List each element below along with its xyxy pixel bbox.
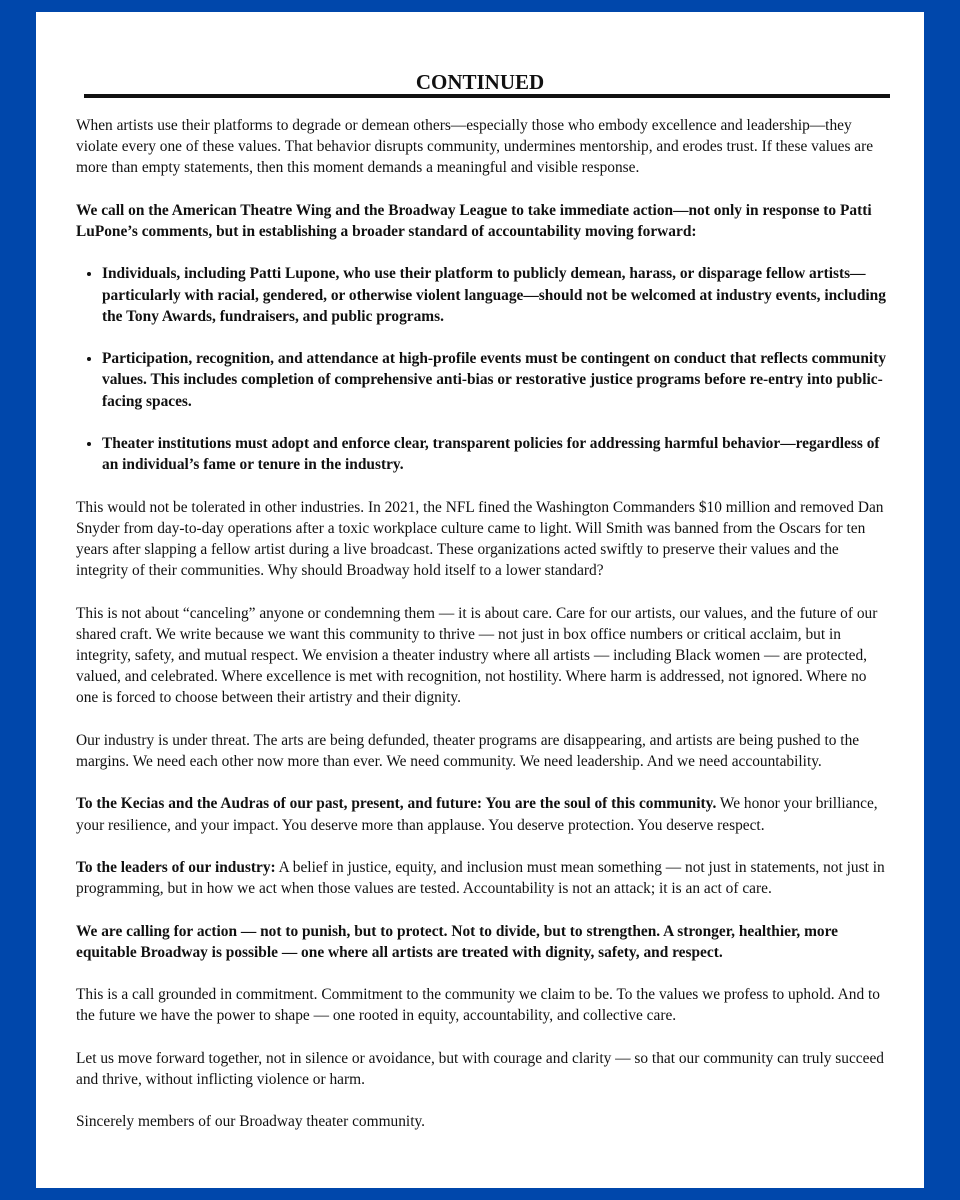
demands-list [76, 263, 888, 475]
letter-page [36, 12, 924, 1188]
paragraph-kecias-audras [76, 793, 888, 835]
paragraph-calling-for-action: We are calling for action — not to punish, but to protect. Not to divide, but to strengthen. A stronger, healthier, more equitable Broadway is possible — one where all artists are treated with dignity, safety, and respect. [76, 922, 838, 961]
title-divider [84, 94, 890, 98]
list-item: • Theater institutions must adopt and enforce clear, transparent policies for addressing harmful behavior—regardless of an individual’s fame or tenure in the industry. [102, 433, 888, 475]
letter-body [76, 115, 888, 1154]
paragraph-lead: To the Kecias and the Audras of our past, present, and future: You are the soul of this community. [76, 795, 717, 813]
paragraph-rest: We honor your brilliance, your resilience, and your impact. You deserve more than applause. You deserve protection. You deserve respect. [76, 795, 878, 834]
paragraph-lead: To the leaders of our industry: [76, 858, 276, 876]
page-title: CONTINUED [415, 70, 545, 94]
paragraph-move-forward: Let us move forward together, not in silence or avoidance, but with courage and clarity — so that our community can truly succeed and thrive, without inflicting violence or harm. [76, 1049, 884, 1088]
paragraph-rest: A belief in justice, equity, and inclusion must mean something — not just in statements, not just in programming, but in how we act when those values are tested. Accountability is not an attack; it is an act of care. [76, 858, 885, 898]
list-item: • Individuals, including Patti Lupone, who use their platform to publicly demean, harass, or disparage fellow artists—particularly with racial, gendered, or otherwise violent language—should not be welcomed at industry events, including the Tony Awards, fundraisers, and public programs. [102, 263, 888, 327]
paragraph-threat: Our industry is under threat. The arts are being defunded, theater programs are disappearing, and artists are being pushed to the margins. We need each other now more than ever. We need community. We need leadership. And we need accountability. [76, 731, 860, 770]
paragraph-leaders [76, 857, 888, 899]
list-item: • Participation, recognition, and attendance at high-profile events must be contingent on conduct that reflects community values. This includes completion of comprehensive anti-bias or restorative justice programs before re-entry into public-facing spaces. [102, 348, 888, 412]
signature-line: Sincerely members of our Broadway theater community. [76, 1113, 426, 1131]
paragraph-other-industries: This would not be tolerated in other industries. In 2021, the NFL fined the Washington Commanders $10 million and removed Dan Snyder from day-to-day operations after a toxic workplace culture came to light. Will Smith was banned from the Oscars for ten years after slapping a fellow artist during a live broadcast. These organizations acted swiftly to preserve their values and the integrity of their communities. Why should Broadway hold itself to a lower standard? [76, 498, 884, 580]
paragraph-values: When artists use their platforms to degrade or demean others—especially those who embody excellence and leadership—they violate every one of these values. That behavior disrupts community, undermines mentorship, and erodes trust. If these values are more than empty statements, then this moment demands a meaningful and visible response. [76, 117, 874, 177]
paragraph-care: This is not about “canceling” anyone or condemning them — it is about care. Care for our artists, our values, and the future of our shared craft. We write because we want this community to thrive — not just in box office numbers or critical acclaim, but in integrity, safety, and mutual respect. We envision a theater industry where all artists — including Black women — are protected, valued, and celebrated. Where excellence is met with recognition, not hostility. Where harm is addressed, not ignored. Where no one is forced to choose between their artistry and their dignity. [76, 604, 878, 707]
paragraph-commitment: This is a call grounded in commitment. Commitment to the community we claim to be. To the values we profess to uphold. And to the future we have the power to shape — one rooted in equity, accountability, and collective care. [76, 986, 880, 1025]
paragraph-call-to-action: We call on the American Theatre Wing and the Broadway League to take immediate action—not only in response to Patti LuPone’s comments, but in establishing a broader standard of accountability moving forward: [76, 201, 872, 240]
